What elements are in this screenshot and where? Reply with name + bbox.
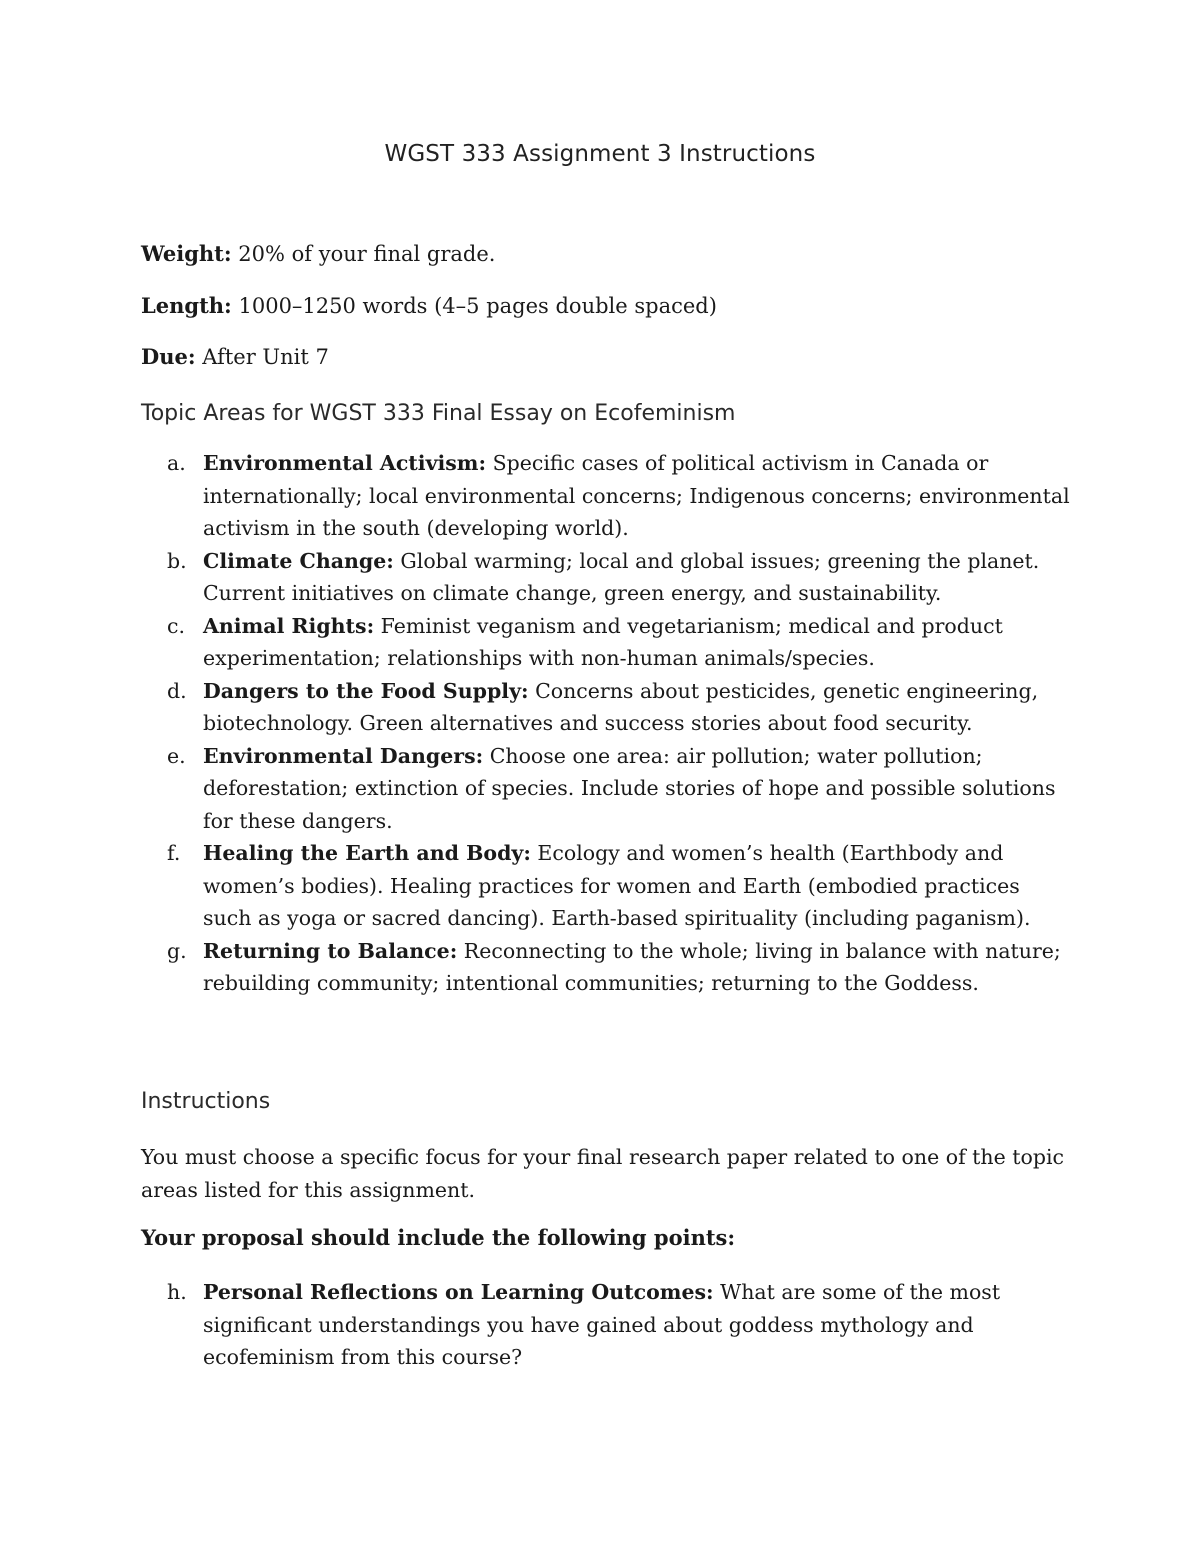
instructions-heading: Instructions (141, 1089, 271, 1114)
list-marker: a. (167, 451, 186, 475)
list-item (141, 837, 1071, 935)
topic-text: Global warming; local and global issues; greening the planet. Current initiatives on climate change, green energy, and sustainability. (203, 548, 1040, 605)
list-marker: h. (167, 1280, 187, 1304)
due-value: After Unit 7 (195, 345, 329, 369)
length-label: Length: (141, 293, 232, 318)
weight-value: 20% of your final grade. (231, 242, 496, 266)
instructions-paragraph: You must choose a specific focus for your final research paper related to one of the topic areas listed for this assignment. (141, 1145, 1065, 1202)
list-marker: g. (167, 938, 187, 963)
list-marker: e. (167, 743, 186, 768)
topic-text: Ecology and women’s health (Earthbody and women’s bodies). Healing practices for women and Earth (embodied practices such as yoga or sacred dancing). Earth-based spirituality (including paganism). (203, 841, 1031, 930)
topic-label: Healing the Earth and Body: (203, 841, 531, 865)
list-item (141, 740, 1071, 838)
topics-list (141, 447, 1071, 1000)
topic-text: Feminist veganism and vegetarianism; medical and product experimentation; relationships with non-human animals/species. (203, 613, 1003, 670)
list-marker: c. (167, 613, 185, 638)
topic-label: Returning to Balance: (203, 938, 458, 963)
topic-label: Animal Rights: (203, 613, 375, 638)
length-line (141, 293, 717, 318)
weight-label: Weight: (141, 241, 232, 266)
due-label: Due: (141, 344, 196, 369)
topics-heading: Topic Areas for WGST 333 Final Essay on Ecofeminism (141, 401, 736, 426)
list-marker: f. (167, 841, 181, 865)
topic-label: Environmental Dangers: (203, 743, 484, 768)
topic-text: Reconnecting to the whole; living in balance with nature; rebuilding community; intentional communities; returning to the Goddess. (203, 938, 1061, 995)
length-value: 1000–1250 words (4–5 pages double spaced) (231, 294, 717, 318)
proposal-text: What are some of the most significant understandings you have gained about goddess mythology and ecofeminism from this course? (203, 1280, 1001, 1369)
topic-text: Choose one area: air pollution; water pollution; deforestation; extinction of species. Include stories of hope and possible solutions for these dangers. (203, 743, 1056, 833)
topic-text: Specific cases of political activism in Canada or internationally; local environmental concerns; Indigenous concerns; environmental activism in the south (developing world). (203, 451, 1070, 540)
list-item (141, 675, 1071, 740)
list-item (141, 1276, 1071, 1374)
list-item (141, 447, 1071, 545)
document-title: WGST 333 Assignment 3 Instructions (384, 141, 816, 167)
topic-label: Climate Change: (203, 548, 394, 573)
list-marker: d. (167, 678, 187, 703)
proposal-list (141, 1276, 1071, 1374)
topic-label: Dangers to the Food Supply: (203, 678, 529, 703)
proposal-heading: Your proposal should include the following points: (141, 1225, 736, 1250)
proposal-label: Personal Reflections on Learning Outcomes: (203, 1280, 714, 1304)
due-line (141, 344, 329, 369)
list-item (141, 545, 1071, 610)
list-item (141, 610, 1071, 675)
list-item (141, 935, 1071, 1000)
list-marker: b. (167, 548, 187, 573)
topic-label: Environmental Activism: (203, 451, 487, 475)
topic-text: Concerns about pesticides, genetic engineering, biotechnology. Green alternatives and success stories about food security. (203, 678, 1039, 735)
weight-line (141, 241, 495, 266)
